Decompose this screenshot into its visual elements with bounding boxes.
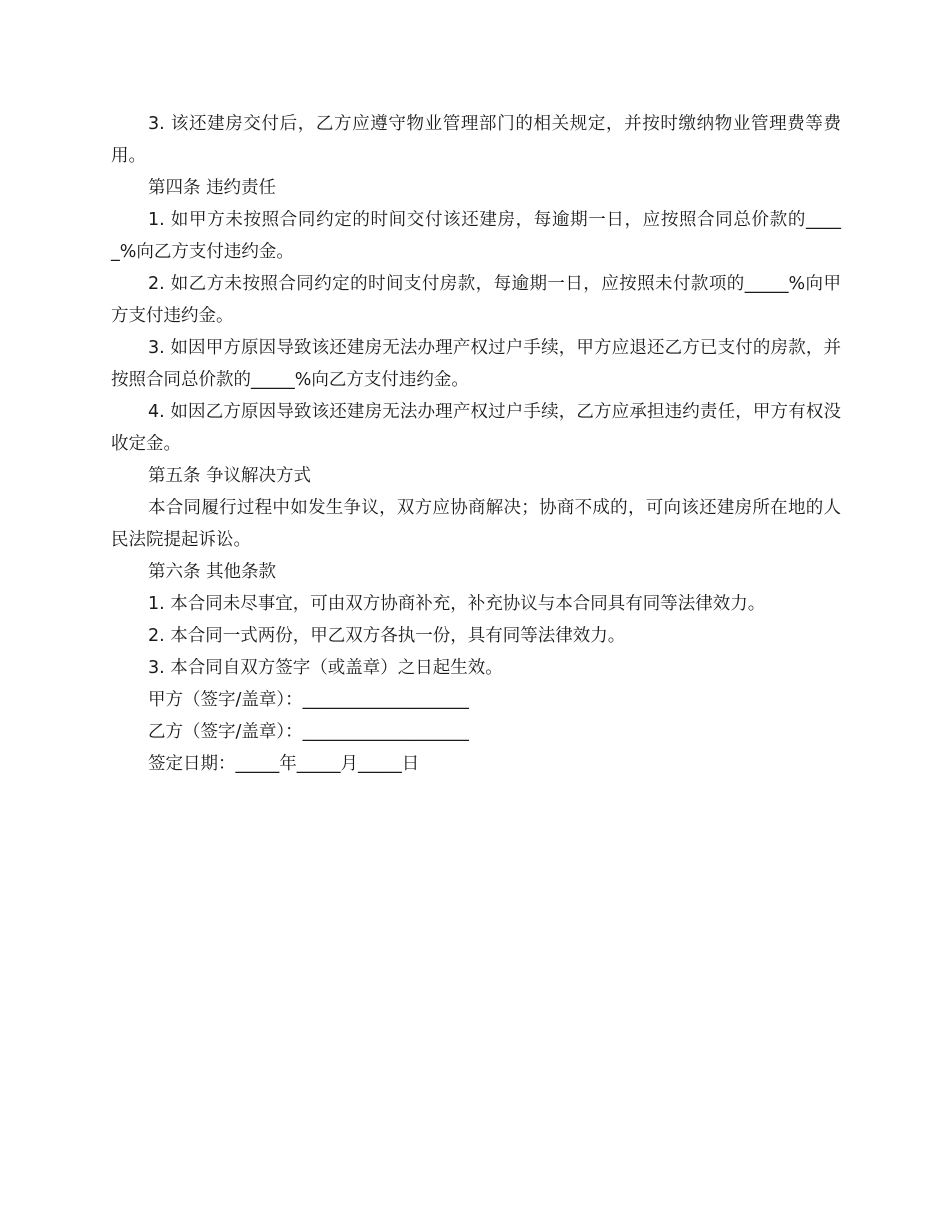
document-page xyxy=(111,108,841,780)
signature-party-a: 甲方（签字/盖章）：___________________ xyxy=(148,690,469,710)
clause-4-4: 4. 如因乙方原因导致该还建房无法办理产权过户手续，乙方应承担违约责任，甲方有权没收定金。 xyxy=(111,402,841,454)
signing-date: 签定日期：_____年_____月_____日 xyxy=(148,754,420,774)
section-heading-article-6: 第六条 其他条款 xyxy=(148,562,277,582)
clause-3-3-property-fees: 3. 该还建房交付后，乙方应遵守物业管理部门的相关规定，并按时缴纳物业管理费等费用。 xyxy=(111,114,841,166)
signature-party-b: 乙方（签字/盖章）：___________________ xyxy=(148,722,469,742)
section-heading-article-4: 第四条 违约责任 xyxy=(148,178,277,198)
section-heading-article-5: 第五条 争议解决方式 xyxy=(148,466,312,486)
clause-4-1: 1. 如甲方未按照合同约定的时间交付该还建房，每逾期一日，应按照合同总价款的_____%向乙方支付违约金。 xyxy=(111,210,841,262)
clause-4-2: 2. 如乙方未按照合同约定的时间支付房款，每逾期一日，应按照未付款项的_____%向甲方支付违约金。 xyxy=(111,274,841,326)
clause-5-dispute: 本合同履行过程中如发生争议，双方应协商解决；协商不成的，可向该还建房所在地的人民法院提起诉讼。 xyxy=(111,498,841,550)
clause-6-1: 1. 本合同未尽事宜，可由双方协商补充，补充协议与本合同具有同等法律效力。 xyxy=(148,594,766,614)
clause-6-3: 3. 本合同自双方签字（或盖章）之日起生效。 xyxy=(148,658,503,678)
clause-4-3: 3. 如因甲方原因导致该还建房无法办理产权过户手续，甲方应退还乙方已支付的房款，并按照合同总价款的_____%向乙方支付违约金。 xyxy=(111,338,841,390)
clause-6-2: 2. 本合同一式两份，甲乙双方各执一份，具有同等法律效力。 xyxy=(148,626,626,646)
